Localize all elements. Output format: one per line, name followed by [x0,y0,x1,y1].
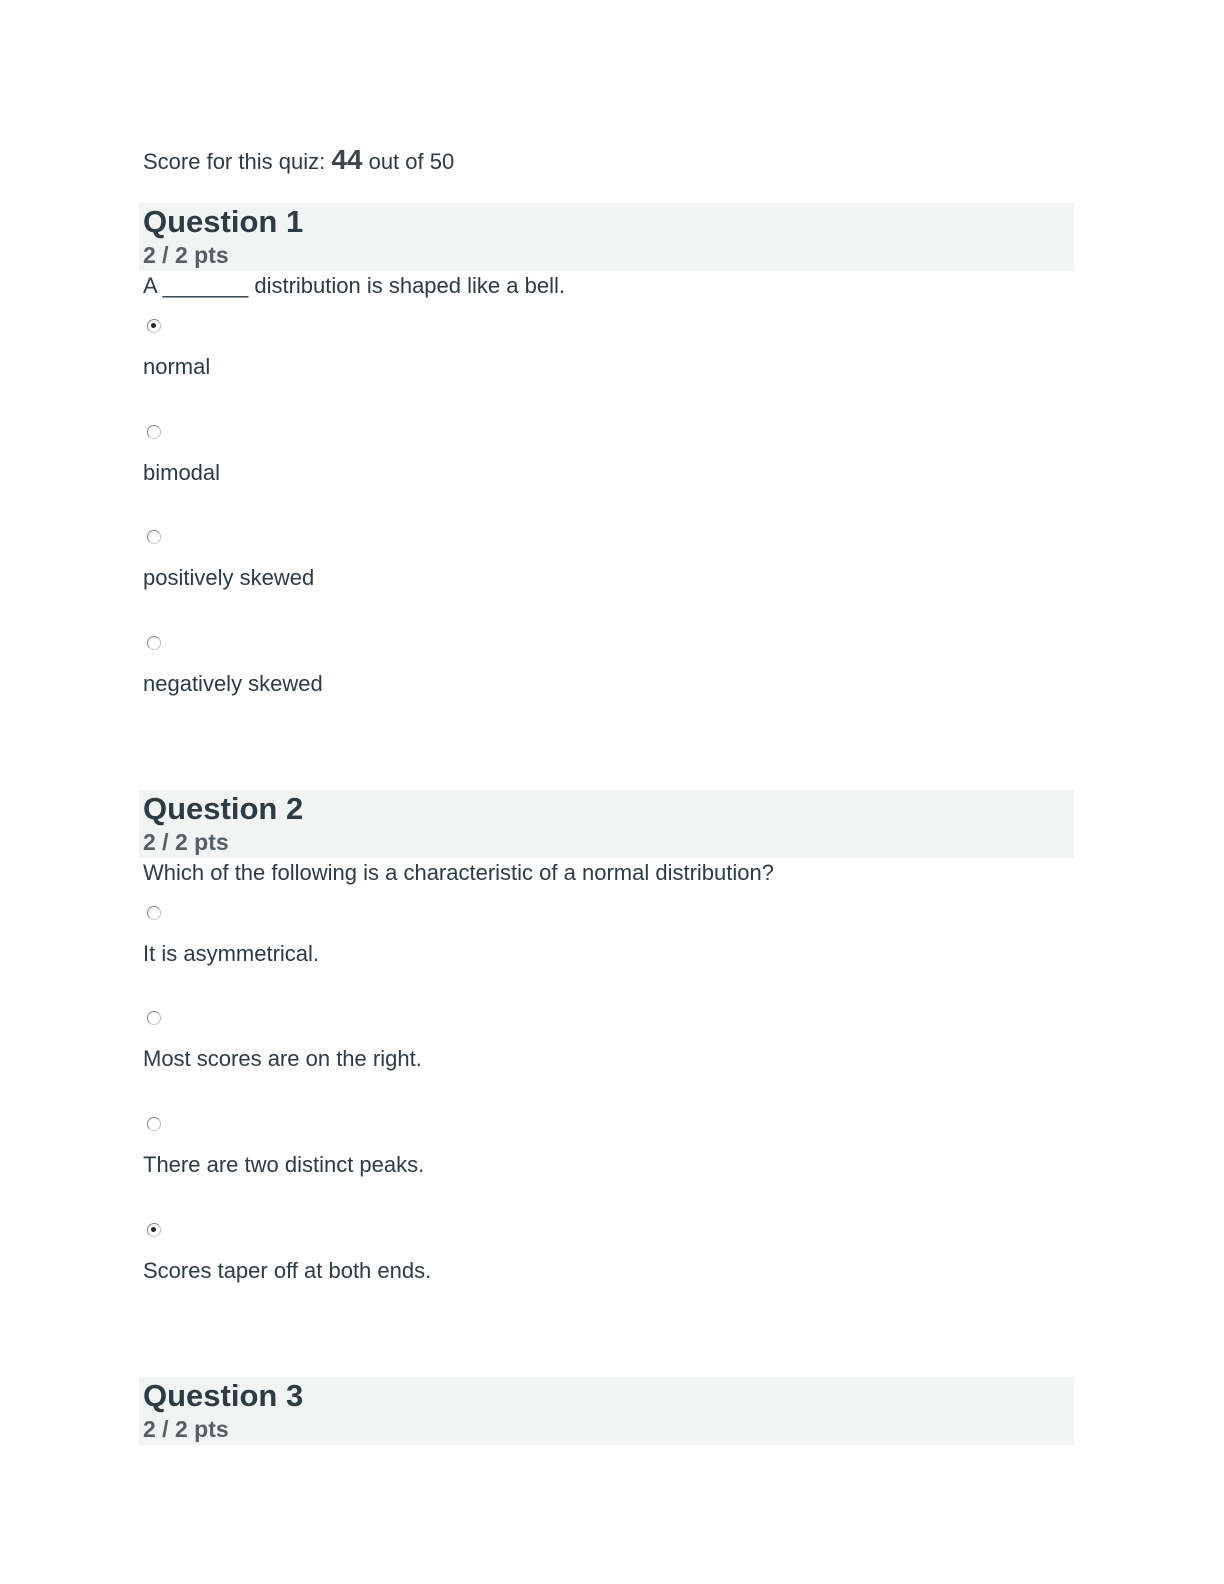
question-title: Question 1 [143,204,304,239]
answer-option[interactable] [139,894,1074,1000]
score-prefix: Score for this quiz: [143,149,332,174]
question-text: A _______ distribution is shaped like a bell. [143,273,565,298]
answer-list [139,894,1074,1317]
question-title: Question 3 [143,1377,304,1413]
radio-button[interactable] [147,906,161,920]
question-header [139,1377,1074,1445]
question-points: 2 / 2 pts [143,242,229,268]
answer-label: bimodal [143,459,221,485]
answer-option[interactable] [139,1211,1074,1317]
score-suffix: out of 50 [362,149,455,174]
radio-button[interactable] [147,319,161,333]
question-text: Which of the following is a characteristic of a normal distribution? [143,859,774,885]
answer-list [139,307,1074,730]
question-points: 2 / 2 pts [143,828,229,855]
answer-label: negatively skewed [143,671,323,697]
answer-label: Most scores are on the right. [143,1046,422,1072]
answer-option[interactable] [139,624,1074,730]
answer-option[interactable] [139,999,1074,1105]
question-1 [139,203,1074,730]
question-spacer [139,730,1074,790]
radio-button[interactable] [147,636,161,650]
answer-label: There are two distinct peaks. [143,1152,425,1178]
radio-button[interactable] [147,1011,161,1025]
question-title: Question 2 [143,790,304,826]
quiz-results-page [139,140,1074,1445]
radio-button[interactable] [147,530,161,544]
answer-label: Scores taper off at both ends. [143,1257,432,1283]
question-2 [139,790,1074,1317]
question-points: 2 / 2 pts [143,1415,229,1442]
question-header [139,203,1074,271]
answer-label: positively skewed [143,565,315,591]
question-3 [139,1377,1074,1445]
score-value: 44 [331,144,363,175]
answer-label: normal [143,354,211,379]
answer-option[interactable] [139,307,1074,413]
question-spacer [139,1317,1074,1377]
answer-option[interactable] [139,413,1074,519]
radio-button[interactable] [147,1223,161,1237]
radio-button[interactable] [147,425,161,439]
answer-option[interactable] [139,518,1074,624]
quiz-score [139,140,1074,180]
answer-label: It is asymmetrical. [143,940,320,966]
radio-button[interactable] [147,1117,161,1131]
answer-option[interactable] [139,1105,1074,1211]
question-header [139,790,1074,858]
